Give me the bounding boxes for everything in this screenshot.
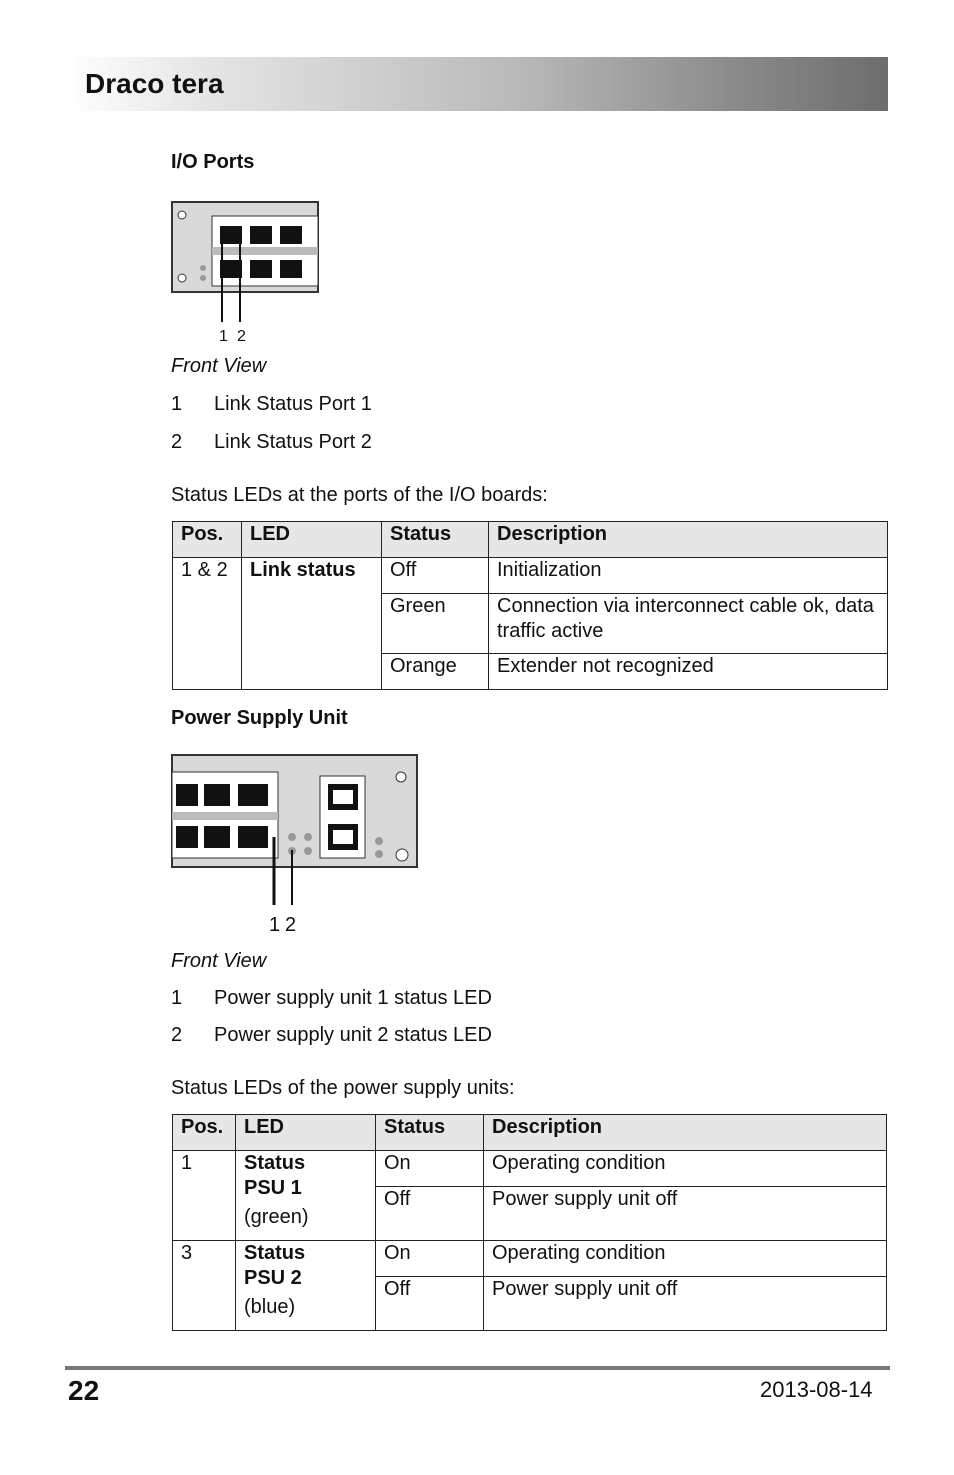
psu-front-view	[168, 750, 423, 940]
col-header-status: Status	[376, 1115, 484, 1151]
cell-pos: 1 & 2	[173, 558, 242, 690]
psu-caption: Front View	[171, 950, 267, 972]
col-header-led: LED	[236, 1115, 376, 1151]
io-callout-1: 1	[219, 328, 228, 345]
page-title: Draco tera	[85, 68, 224, 99]
cell-description: Extender not recognized	[489, 654, 888, 690]
cell-led-color: (green)	[244, 1206, 309, 1228]
io-legend-num-2: 2	[171, 431, 183, 453]
cell-description: Initialization	[489, 558, 888, 594]
cell-status: On	[376, 1241, 484, 1277]
cell-led-color: (blue)	[244, 1296, 296, 1318]
col-header-description: Description	[484, 1115, 887, 1151]
psu-intro-text: Status LEDs of the power supply units:	[171, 1077, 515, 1099]
col-header-pos: Pos.	[173, 1115, 236, 1151]
col-header-status: Status	[382, 522, 489, 558]
psu-callout-2: 2	[285, 914, 297, 936]
cell-status: Off	[376, 1187, 484, 1241]
psu-callout-1: 1	[269, 914, 281, 936]
cell-description: Connection via interconnect cable ok, data traffic active	[489, 594, 888, 654]
psu-legend-text-1: Power supply unit 1 status LED	[214, 987, 492, 1009]
document-date: 2013-08-14	[760, 1377, 873, 1402]
io-board-front-view	[168, 198, 328, 348]
io-legend-text-2: Link Status Port 2	[214, 431, 372, 453]
psu-legend-num-1: 1	[171, 987, 183, 1009]
cell-description: Operating condition	[484, 1241, 887, 1277]
footer-rule	[65, 1366, 890, 1370]
cell-status: On	[376, 1151, 484, 1187]
cell-status: Off	[382, 558, 489, 594]
table-row	[173, 1151, 887, 1187]
cell-led	[236, 1241, 376, 1331]
psu-legend-text-2: Power supply unit 2 status LED	[214, 1024, 492, 1046]
io-legend-num-1: 1	[171, 393, 183, 415]
io-led-table	[172, 521, 888, 690]
col-header-description: Description	[489, 522, 888, 558]
psu-legend-num-2: 2	[171, 1024, 183, 1046]
cell-status: Orange	[382, 654, 489, 690]
table-row	[173, 558, 888, 594]
table-header-row	[173, 1115, 887, 1151]
table-row	[173, 1241, 887, 1277]
psu-led-table	[172, 1114, 887, 1331]
io-callout-2: 2	[237, 328, 246, 345]
io-legend-text-1: Link Status Port 1	[214, 393, 372, 415]
col-header-pos: Pos.	[173, 522, 242, 558]
cell-status: Off	[376, 1277, 484, 1331]
cell-description: Power supply unit off	[484, 1187, 887, 1241]
cell-description: Power supply unit off	[484, 1277, 887, 1331]
io-intro-text: Status LEDs at the ports of the I/O boards:	[171, 484, 548, 506]
cell-pos: 1	[173, 1151, 236, 1241]
cell-led-name: Status PSU 2	[244, 1242, 306, 1289]
table-header-row	[173, 522, 888, 558]
col-header-led: LED	[242, 522, 382, 558]
cell-led: Link status	[242, 558, 382, 690]
psu-heading: Power Supply Unit	[171, 707, 348, 729]
io-caption: Front View	[171, 355, 267, 377]
page-number: 22	[68, 1375, 100, 1406]
cell-description: Operating condition	[484, 1151, 887, 1187]
cell-status: Green	[382, 594, 489, 654]
cell-led	[236, 1151, 376, 1241]
cell-led-name: Status PSU 1	[244, 1152, 306, 1199]
io-ports-heading: I/O Ports	[171, 151, 255, 173]
cell-pos: 3	[173, 1241, 236, 1331]
